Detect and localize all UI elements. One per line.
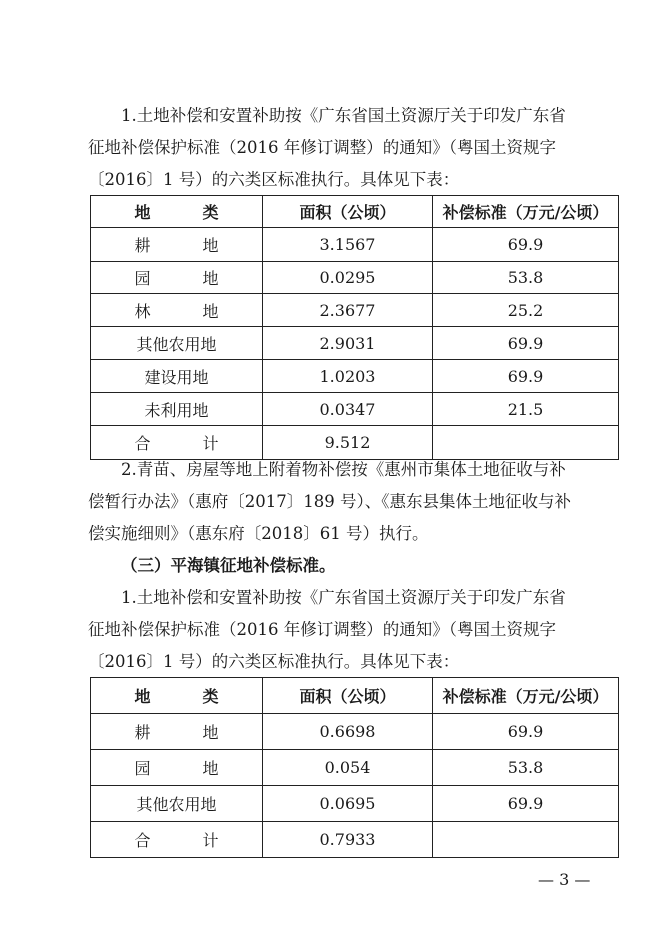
cell-standard: 25.2 bbox=[433, 294, 619, 327]
table-row bbox=[91, 714, 619, 750]
table-header-row bbox=[91, 678, 619, 714]
cell-land-type: 合 计 bbox=[91, 426, 263, 460]
cell-area: 0.0347 bbox=[263, 393, 433, 426]
cell-land-type: 林 地 bbox=[91, 294, 263, 327]
cell-land-type: 其他农用地 bbox=[91, 327, 263, 360]
table-row bbox=[91, 228, 619, 262]
table-row bbox=[91, 327, 619, 360]
cell-standard: 69.9 bbox=[433, 228, 619, 262]
page-number: — 3 — bbox=[538, 870, 591, 889]
header-land-type: 地 类 bbox=[91, 196, 263, 228]
cell-standard: 69.9 bbox=[433, 360, 619, 393]
cell-land-type: 园 地 bbox=[91, 750, 263, 786]
table-row bbox=[91, 786, 619, 822]
cell-standard: 53.8 bbox=[433, 262, 619, 294]
cell-area: 0.7933 bbox=[263, 822, 433, 858]
attachment-line-3: 偿实施细则》（惠东府〔2018〕61 号）执行。 bbox=[88, 524, 429, 543]
header-standard: 补偿标准（万元/公顷） bbox=[433, 678, 619, 714]
cell-land-type: 其他农用地 bbox=[91, 786, 263, 822]
cell-area: 0.0695 bbox=[263, 786, 433, 822]
cell-area: 0.0295 bbox=[263, 262, 433, 294]
attachment-line-2: 偿暂行办法》（惠府〔2017〕189 号）、《惠东县集体土地征收与补 bbox=[88, 492, 571, 511]
header-area: 面积（公顷） bbox=[263, 196, 433, 228]
header-standard: 补偿标准（万元/公顷） bbox=[433, 196, 619, 228]
cell-area: 3.1567 bbox=[263, 228, 433, 262]
cell-standard: 21.5 bbox=[433, 393, 619, 426]
cell-area: 1.0203 bbox=[263, 360, 433, 393]
cell-land-type: 耕 地 bbox=[91, 228, 263, 262]
header-land-type: 地 类 bbox=[91, 678, 263, 714]
cell-standard: 53.8 bbox=[433, 750, 619, 786]
cell-standard bbox=[433, 822, 619, 858]
cell-land-type: 建设用地 bbox=[91, 360, 263, 393]
section2-intro-line-3: 〔2016〕1 号）的六类区标准执行。具体见下表： bbox=[88, 652, 460, 671]
section2-intro-line-2: 征地补偿保护标准（2016 年修订调整）的通知》（粤国土资规字 bbox=[88, 620, 556, 639]
table-total-row bbox=[91, 822, 619, 858]
cell-land-type: 未利用地 bbox=[91, 393, 263, 426]
section1-intro-line-1: 1.土地补偿和安置补助按《广东省国土资源厅关于印发广东省 bbox=[121, 106, 566, 125]
section1-intro-line-2: 征地补偿保护标准（2016 年修订调整）的通知》（粤国土资规字 bbox=[88, 138, 556, 157]
land-compensation-table-2 bbox=[90, 677, 619, 858]
section2-heading: （三）平海镇征地补偿标准。 bbox=[121, 556, 336, 575]
attachment-line-1: 2.青苗、房屋等地上附着物补偿按《惠州市集体土地征收与补 bbox=[121, 460, 566, 479]
table-row bbox=[91, 262, 619, 294]
cell-standard: 69.9 bbox=[433, 327, 619, 360]
cell-land-type: 耕 地 bbox=[91, 714, 263, 750]
cell-area: 0.6698 bbox=[263, 714, 433, 750]
cell-area: 0.054 bbox=[263, 750, 433, 786]
table-row bbox=[91, 360, 619, 393]
land-compensation-table-1 bbox=[90, 195, 619, 460]
table-row bbox=[91, 750, 619, 786]
section1-intro-line-3: 〔2016〕1 号）的六类区标准执行。具体见下表： bbox=[88, 170, 460, 189]
table-header-row bbox=[91, 196, 619, 228]
cell-area: 2.9031 bbox=[263, 327, 433, 360]
cell-area: 9.512 bbox=[263, 426, 433, 460]
cell-area: 2.3677 bbox=[263, 294, 433, 327]
table-row bbox=[91, 393, 619, 426]
header-area: 面积（公顷） bbox=[263, 678, 433, 714]
table-row bbox=[91, 294, 619, 327]
cell-standard: 69.9 bbox=[433, 714, 619, 750]
cell-land-type: 合 计 bbox=[91, 822, 263, 858]
cell-land-type: 园 地 bbox=[91, 262, 263, 294]
section2-intro-line-1: 1.土地补偿和安置补助按《广东省国土资源厅关于印发广东省 bbox=[121, 588, 566, 607]
cell-standard: 69.9 bbox=[433, 786, 619, 822]
